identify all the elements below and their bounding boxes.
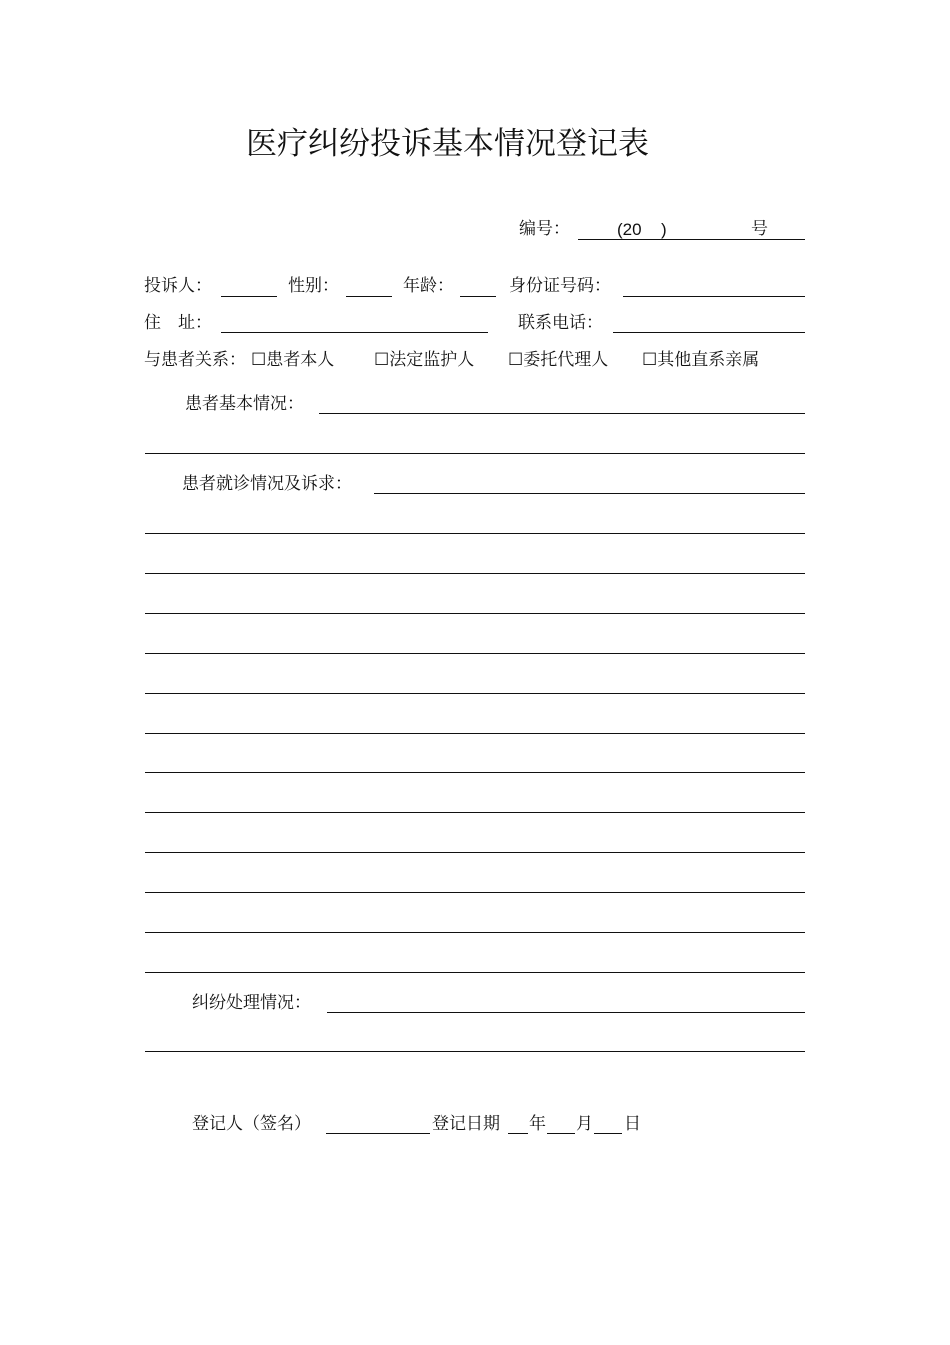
address-label: 住 址： (144, 313, 212, 333)
visit-field-line[interactable] (145, 972, 805, 973)
form-title: 医疗纠纷投诉基本情况登记表 (246, 126, 649, 162)
relation-label: 与患者关系： (144, 350, 246, 370)
id-number-label: 身份证号码： (509, 276, 611, 296)
registrar-label: 登记人（签名） (192, 1114, 311, 1134)
id-number-field[interactable] (623, 296, 805, 297)
visit-field-line[interactable] (145, 573, 805, 574)
visit-field-line[interactable] (145, 772, 805, 773)
registrar-signature-field[interactable] (326, 1133, 430, 1134)
address-field[interactable] (221, 332, 488, 333)
visit-field-line[interactable] (145, 613, 805, 614)
relation-option-relative[interactable] (642, 350, 759, 370)
visit-field[interactable] (374, 493, 805, 494)
relation-option-guardian[interactable] (374, 350, 474, 370)
gender-field[interactable] (346, 296, 392, 297)
relation-option-agent[interactable] (508, 350, 608, 370)
complainant-name-field[interactable] (221, 296, 277, 297)
visit-field-line[interactable] (145, 693, 805, 694)
phone-label: 联系电话： (518, 313, 603, 333)
handling-field[interactable] (327, 1012, 805, 1013)
checkbox-icon[interactable]: ☐ (508, 350, 524, 370)
relation-option-label: 患者本人 (266, 350, 335, 370)
number-year-prefix: (20 (617, 220, 642, 239)
date-year-label: 年 (529, 1114, 546, 1134)
visit-field-line[interactable] (145, 892, 805, 893)
visit-field-line[interactable] (145, 533, 805, 534)
number-year-suffix: ) (661, 220, 667, 239)
relation-option-label: 其他直系亲属 (657, 350, 760, 370)
checkbox-icon[interactable]: ☐ (251, 350, 267, 370)
visit-field-line[interactable] (145, 733, 805, 734)
registration-date-label: 登记日期 (432, 1114, 500, 1134)
date-month-field[interactable] (547, 1133, 575, 1134)
date-day-label: 日 (624, 1114, 641, 1134)
handling-field-line[interactable] (145, 1051, 805, 1052)
phone-field[interactable] (613, 332, 805, 333)
checkbox-icon[interactable]: ☐ (642, 350, 658, 370)
relation-option-self[interactable] (251, 350, 334, 370)
visit-field-line[interactable] (145, 653, 805, 654)
gender-label: 性别： (288, 276, 339, 296)
relation-option-label: 法定监护人 (389, 350, 475, 370)
date-year-field[interactable] (508, 1133, 528, 1134)
relation-option-label: 委托代理人 (523, 350, 609, 370)
complainant-name-label: 投诉人： (144, 276, 212, 296)
checkbox-icon[interactable]: ☐ (374, 350, 390, 370)
age-label: 年龄： (403, 276, 454, 296)
number-suffix: 号 (751, 219, 768, 239)
visit-field-line[interactable] (145, 932, 805, 933)
number-field[interactable] (578, 239, 805, 240)
handling-label: 纠纷处理情况： (192, 993, 311, 1013)
date-month-label: 月 (576, 1114, 593, 1134)
date-day-field[interactable] (594, 1133, 622, 1134)
number-label: 编号： (519, 219, 570, 239)
patient-info-field-line[interactable] (145, 453, 805, 454)
visit-field-line[interactable] (145, 852, 805, 853)
age-field[interactable] (460, 296, 496, 297)
visit-field-line[interactable] (145, 812, 805, 813)
patient-info-label: 患者基本情况： (185, 394, 304, 414)
patient-info-field[interactable] (319, 413, 805, 414)
visit-label: 患者就诊情况及诉求： (182, 474, 352, 494)
